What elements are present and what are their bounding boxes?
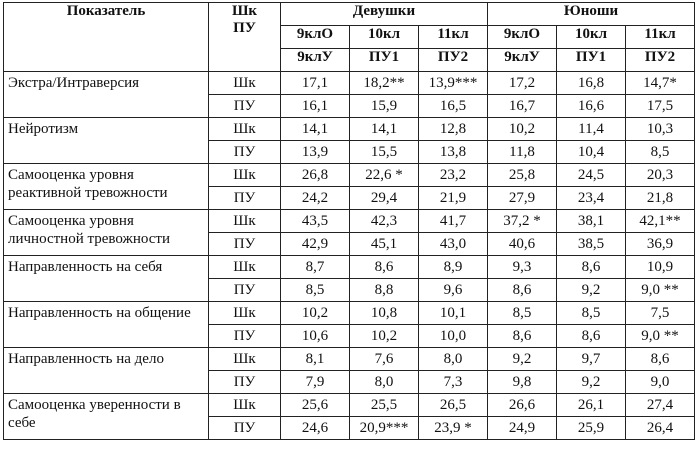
value-cell: 8,6 bbox=[557, 256, 626, 279]
value-cell: 18,2** bbox=[350, 72, 419, 95]
value-cell: 8,6 bbox=[488, 325, 557, 348]
value-cell: 9,7 bbox=[557, 348, 626, 371]
value-cell: 8,5 bbox=[626, 141, 695, 164]
value-cell: 21,9 bbox=[419, 187, 488, 210]
value-cell: 16,8 bbox=[557, 72, 626, 95]
value-cell: 24,6 bbox=[281, 417, 350, 440]
table-row bbox=[4, 302, 695, 325]
class-header-1-4: 9клО bbox=[488, 26, 557, 49]
school-type-cell: Шк bbox=[209, 118, 281, 141]
value-cell: 25,9 bbox=[557, 417, 626, 440]
table-row bbox=[4, 72, 695, 95]
school-type-cell: ПУ bbox=[209, 371, 281, 394]
table-row bbox=[4, 164, 695, 187]
type-header-line2: ПУ bbox=[233, 20, 256, 36]
value-cell: 8,0 bbox=[350, 371, 419, 394]
value-cell: 9,2 bbox=[557, 279, 626, 302]
value-cell: 9,8 bbox=[488, 371, 557, 394]
school-type-cell: ПУ bbox=[209, 233, 281, 256]
value-cell: 23,2 bbox=[419, 164, 488, 187]
class-header-2-2: ПУ1 bbox=[350, 49, 419, 72]
value-cell: 16,6 bbox=[557, 95, 626, 118]
value-cell: 11,8 bbox=[488, 141, 557, 164]
value-cell: 12,8 bbox=[419, 118, 488, 141]
type-header bbox=[209, 3, 281, 72]
value-cell: 14,1 bbox=[350, 118, 419, 141]
table-row bbox=[4, 394, 695, 417]
class-header-1-5: 10кл bbox=[557, 26, 626, 49]
value-cell: 7,9 bbox=[281, 371, 350, 394]
value-cell: 26,1 bbox=[557, 394, 626, 417]
value-cell: 40,6 bbox=[488, 233, 557, 256]
indicator-label: Самооценка уверенности в себе bbox=[4, 394, 209, 440]
value-cell: 25,6 bbox=[281, 394, 350, 417]
school-type-cell: ПУ bbox=[209, 279, 281, 302]
value-cell: 16,1 bbox=[281, 95, 350, 118]
value-cell: 26,8 bbox=[281, 164, 350, 187]
value-cell: 10,2 bbox=[350, 325, 419, 348]
value-cell: 9,0 bbox=[626, 371, 695, 394]
indicator-label: Экстра/Интраверсия bbox=[4, 72, 209, 118]
value-cell: 17,1 bbox=[281, 72, 350, 95]
table-row bbox=[4, 118, 695, 141]
school-type-cell: Шк bbox=[209, 394, 281, 417]
indicator-label: Направленность на себя bbox=[4, 256, 209, 302]
school-type-cell: Шк bbox=[209, 164, 281, 187]
school-type-cell: Шк bbox=[209, 210, 281, 233]
value-cell: 25,8 bbox=[488, 164, 557, 187]
value-cell: 10,4 bbox=[557, 141, 626, 164]
value-cell: 26,5 bbox=[419, 394, 488, 417]
value-cell: 23,4 bbox=[557, 187, 626, 210]
value-cell: 41,7 bbox=[419, 210, 488, 233]
value-cell: 16,7 bbox=[488, 95, 557, 118]
value-cell: 15,9 bbox=[350, 95, 419, 118]
value-cell: 9,0 ** bbox=[626, 325, 695, 348]
value-cell: 15,5 bbox=[350, 141, 419, 164]
value-cell: 9,6 bbox=[419, 279, 488, 302]
value-cell: 26,6 bbox=[488, 394, 557, 417]
indicator-label: Направленность на дело bbox=[4, 348, 209, 394]
value-cell: 27,4 bbox=[626, 394, 695, 417]
table-row bbox=[4, 256, 695, 279]
school-type-cell: ПУ bbox=[209, 141, 281, 164]
indicator-header: Показатель bbox=[4, 3, 209, 72]
indicator-label: Нейротизм bbox=[4, 118, 209, 164]
value-cell: 8,9 bbox=[419, 256, 488, 279]
value-cell: 29,4 bbox=[350, 187, 419, 210]
value-cell: 42,9 bbox=[281, 233, 350, 256]
value-cell: 8,6 bbox=[626, 348, 695, 371]
value-cell: 10,2 bbox=[281, 302, 350, 325]
value-cell: 10,9 bbox=[626, 256, 695, 279]
value-cell: 16,5 bbox=[419, 95, 488, 118]
value-cell: 37,2 * bbox=[488, 210, 557, 233]
class-header-1-2: 10кл bbox=[350, 26, 419, 49]
value-cell: 45,1 bbox=[350, 233, 419, 256]
girls-header: Девушки bbox=[281, 3, 488, 26]
value-cell: 10,2 bbox=[488, 118, 557, 141]
school-type-cell: Шк bbox=[209, 302, 281, 325]
value-cell: 9,0 ** bbox=[626, 279, 695, 302]
value-cell: 17,5 bbox=[626, 95, 695, 118]
value-cell: 38,5 bbox=[557, 233, 626, 256]
indicator-label: Самооценка уровня личностной тревожности bbox=[4, 210, 209, 256]
value-cell: 42,1** bbox=[626, 210, 695, 233]
value-cell: 11,4 bbox=[557, 118, 626, 141]
value-cell: 8,6 bbox=[350, 256, 419, 279]
class-header-2-6: ПУ2 bbox=[626, 49, 695, 72]
value-cell: 9,3 bbox=[488, 256, 557, 279]
value-cell: 24,9 bbox=[488, 417, 557, 440]
boys-header: Юноши bbox=[488, 3, 695, 26]
value-cell: 9,2 bbox=[557, 371, 626, 394]
value-cell: 7,6 bbox=[350, 348, 419, 371]
value-cell: 10,1 bbox=[419, 302, 488, 325]
value-cell: 13,9 bbox=[281, 141, 350, 164]
class-header-1-1: 9клО bbox=[281, 26, 350, 49]
class-header-2-1: 9клУ bbox=[281, 49, 350, 72]
comparison-table bbox=[3, 2, 695, 440]
school-type-cell: Шк bbox=[209, 348, 281, 371]
value-cell: 8,1 bbox=[281, 348, 350, 371]
class-header-2-5: ПУ1 bbox=[557, 49, 626, 72]
value-cell: 17,2 bbox=[488, 72, 557, 95]
value-cell: 10,3 bbox=[626, 118, 695, 141]
value-cell: 14,1 bbox=[281, 118, 350, 141]
value-cell: 27,9 bbox=[488, 187, 557, 210]
value-cell: 20,9*** bbox=[350, 417, 419, 440]
value-cell: 8,7 bbox=[281, 256, 350, 279]
value-cell: 22,6 * bbox=[350, 164, 419, 187]
value-cell: 24,5 bbox=[557, 164, 626, 187]
value-cell: 7,3 bbox=[419, 371, 488, 394]
value-cell: 23,9 * bbox=[419, 417, 488, 440]
type-header-line1: Шк bbox=[231, 3, 258, 19]
value-cell: 8,8 bbox=[350, 279, 419, 302]
value-cell: 38,1 bbox=[557, 210, 626, 233]
value-cell: 14,7* bbox=[626, 72, 695, 95]
value-cell: 10,0 bbox=[419, 325, 488, 348]
value-cell: 9,2 bbox=[488, 348, 557, 371]
value-cell: 25,5 bbox=[350, 394, 419, 417]
value-cell: 43,5 bbox=[281, 210, 350, 233]
school-type-cell: ПУ bbox=[209, 95, 281, 118]
value-cell: 7,5 bbox=[626, 302, 695, 325]
value-cell: 36,9 bbox=[626, 233, 695, 256]
value-cell: 8,6 bbox=[488, 279, 557, 302]
class-header-2-3: ПУ2 bbox=[419, 49, 488, 72]
class-header-2-4: 9клУ bbox=[488, 49, 557, 72]
value-cell: 43,0 bbox=[419, 233, 488, 256]
school-type-cell: ПУ bbox=[209, 187, 281, 210]
value-cell: 26,4 bbox=[626, 417, 695, 440]
class-header-1-6: 11кл bbox=[626, 26, 695, 49]
value-cell: 10,6 bbox=[281, 325, 350, 348]
value-cell: 8,6 bbox=[557, 325, 626, 348]
value-cell: 21,8 bbox=[626, 187, 695, 210]
table-row bbox=[4, 210, 695, 233]
value-cell: 42,3 bbox=[350, 210, 419, 233]
value-cell: 10,8 bbox=[350, 302, 419, 325]
value-cell: 8,5 bbox=[557, 302, 626, 325]
value-cell: 8,0 bbox=[419, 348, 488, 371]
indicator-label: Направленность на общение bbox=[4, 302, 209, 348]
school-type-cell: ПУ bbox=[209, 417, 281, 440]
value-cell: 8,5 bbox=[488, 302, 557, 325]
value-cell: 13,8 bbox=[419, 141, 488, 164]
value-cell: 24,2 bbox=[281, 187, 350, 210]
value-cell: 13,9*** bbox=[419, 72, 488, 95]
school-type-cell: Шк bbox=[209, 256, 281, 279]
value-cell: 20,3 bbox=[626, 164, 695, 187]
class-header-1-3: 11кл bbox=[419, 26, 488, 49]
indicator-label: Самооценка уровня реактивной тревожности bbox=[4, 164, 209, 210]
table-row bbox=[4, 348, 695, 371]
school-type-cell: ПУ bbox=[209, 325, 281, 348]
value-cell: 8,5 bbox=[281, 279, 350, 302]
school-type-cell: Шк bbox=[209, 72, 281, 95]
